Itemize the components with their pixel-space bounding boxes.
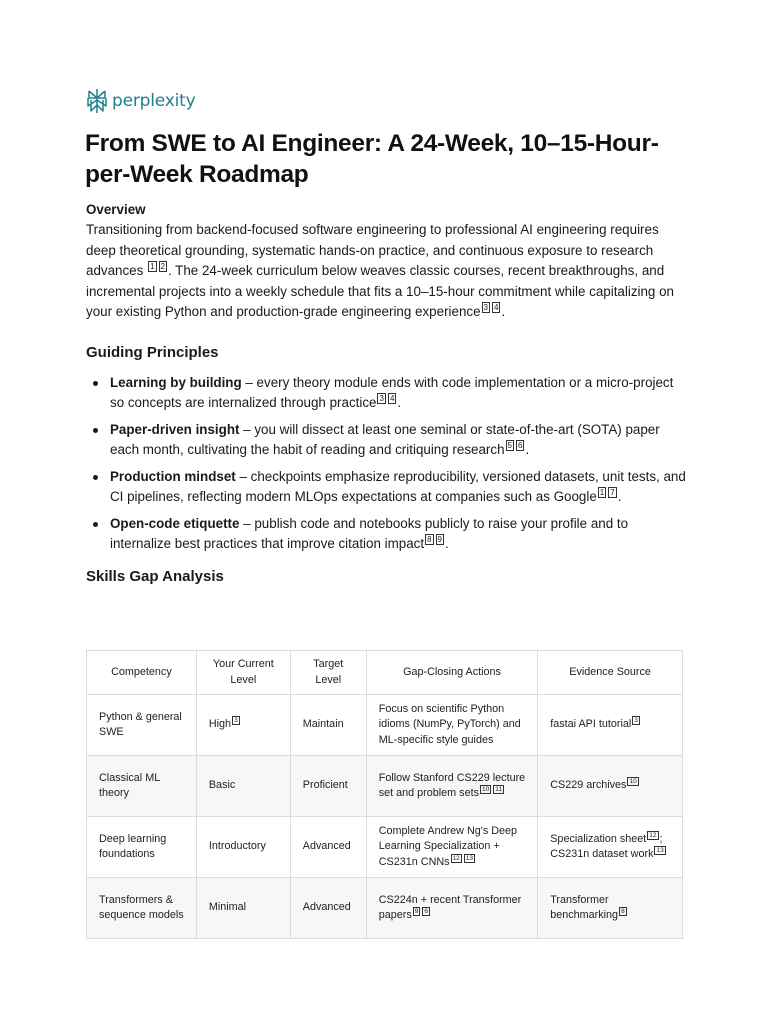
column-header: Your Current Level bbox=[196, 651, 290, 695]
target-level-cell: Advanced bbox=[290, 878, 366, 939]
table-header-row bbox=[87, 651, 683, 695]
page-title: From SWE to AI Engineer: A 24-Week, 10–15-Hour-per-Week Roadmap bbox=[85, 130, 659, 188]
brand-logo bbox=[86, 88, 195, 114]
current-level-cell: Introductory bbox=[196, 817, 290, 878]
target-level-cell: Advanced bbox=[290, 817, 366, 878]
competency-cell: Deep learning foundations bbox=[87, 817, 197, 878]
principle-end: . bbox=[525, 442, 530, 457]
citation-link[interactable]: 2 bbox=[160, 262, 165, 271]
citation-link[interactable]: 8 bbox=[427, 535, 432, 544]
citation-link[interactable]: 9 bbox=[437, 535, 442, 544]
principles-list bbox=[86, 373, 686, 555]
overview-paragraph bbox=[86, 220, 686, 323]
principle-title: Paper-driven insight bbox=[110, 421, 240, 437]
citation-link[interactable]: 3 bbox=[483, 303, 488, 312]
evidence-text: Specialization sheet bbox=[550, 832, 647, 845]
principle-text: – every theory module ends with code implementation or a micro-project so concepts are internalized through practice bbox=[110, 374, 674, 410]
action-cell bbox=[366, 756, 537, 817]
bullet-icon bbox=[93, 428, 98, 433]
current-level-cell: Basic bbox=[196, 756, 290, 817]
current-level-cell bbox=[196, 695, 290, 756]
citation-link[interactable]: 3 bbox=[634, 717, 638, 725]
evidence-text: CS229 archives bbox=[550, 779, 627, 792]
action-cell bbox=[366, 878, 537, 939]
competency-cell: Classical ML theory bbox=[87, 756, 197, 817]
evidence-cell bbox=[538, 878, 683, 939]
citation-link[interactable]: 1 bbox=[599, 488, 605, 497]
column-header: Competency bbox=[87, 651, 197, 695]
table-row bbox=[87, 756, 683, 817]
citation-link[interactable]: 13 bbox=[465, 854, 474, 862]
current-level-cell: Minimal bbox=[196, 878, 290, 939]
citation-link[interactable]: 5 bbox=[507, 441, 512, 450]
principle-end: . bbox=[445, 536, 449, 551]
competency-cell: Transformers & sequence models bbox=[87, 878, 197, 939]
list-item bbox=[86, 514, 686, 555]
citation-link[interactable]: 3 bbox=[379, 394, 384, 403]
citation-link[interactable]: 4 bbox=[389, 394, 395, 403]
document-body bbox=[86, 201, 686, 587]
principle-end: . bbox=[617, 489, 622, 504]
table-row bbox=[87, 695, 683, 756]
evidence-cell bbox=[538, 695, 683, 756]
citation-link[interactable]: 9 bbox=[414, 908, 419, 915]
principle-title: Open-code etiquette bbox=[110, 515, 240, 531]
evidence-text-mid: ; CS231n dataset work bbox=[550, 832, 663, 860]
bullet-icon bbox=[93, 522, 98, 527]
citation-link[interactable]: 13 bbox=[656, 847, 664, 854]
target-level-cell: Proficient bbox=[290, 756, 366, 817]
action-text: Complete Andrew Ng's Deep Learning Specialization + CS231n CNNs bbox=[378, 824, 518, 868]
principle-title: Production mindset bbox=[110, 468, 236, 484]
evidence-text: Transformer benchmarking bbox=[550, 893, 619, 921]
action-cell: Focus on scientific Python idioms (NumPy, PyTorch) and ML-specific style guides bbox=[366, 695, 537, 756]
citation-link[interactable]: 12 bbox=[452, 854, 460, 862]
citation-link[interactable]: 6 bbox=[424, 908, 429, 915]
citation-link[interactable]: 12 bbox=[649, 831, 657, 839]
column-header: Evidence Source bbox=[538, 651, 683, 695]
overview-text-3: . bbox=[501, 304, 506, 319]
competency-cell: Python & general SWE bbox=[87, 695, 197, 756]
principle-title: Learning by building bbox=[110, 374, 242, 390]
evidence-cell bbox=[538, 817, 683, 878]
citation-link[interactable]: 4 bbox=[494, 303, 499, 312]
overview-text-1: Transitioning from backend-focused software engineering to professional AI engineering requires deep theoretical grounding, systematic hands-on practice, and continuous exposure to research advances bbox=[86, 222, 659, 278]
principle-end: . bbox=[397, 395, 402, 410]
principles-heading: Guiding Principles bbox=[86, 343, 219, 361]
evidence-cell bbox=[538, 756, 683, 817]
target-level-cell: Maintain bbox=[290, 695, 366, 756]
citation-link[interactable]: 10 bbox=[481, 786, 490, 793]
current-level: High bbox=[208, 718, 232, 731]
citation-link[interactable]: 11 bbox=[495, 786, 502, 793]
overview-text-2: . The 24-week curriculum below weaves classic courses, recent breakthroughs, and incremental projects into a weekly schedule that fits a 10–15-hour commitment while capitalizing on your existing Python and production-grade engineering experience bbox=[86, 263, 674, 319]
evidence-text: fastai API tutorial bbox=[550, 718, 632, 731]
citation-link[interactable]: 6 bbox=[517, 441, 523, 450]
list-item bbox=[86, 420, 686, 461]
bullet-icon bbox=[93, 475, 98, 480]
brand-name: perplexity bbox=[112, 91, 196, 111]
bullet-icon bbox=[93, 381, 98, 386]
skills-heading: Skills Gap Analysis bbox=[86, 567, 224, 585]
column-header: Target Level bbox=[290, 651, 366, 695]
list-item bbox=[86, 373, 686, 414]
list-item bbox=[86, 467, 686, 508]
perplexity-logo-icon bbox=[86, 88, 108, 114]
action-text: Follow Stanford CS229 lecture set and problem sets bbox=[378, 771, 526, 799]
citation-link[interactable]: 3 bbox=[234, 717, 238, 725]
overview-heading: Overview bbox=[86, 202, 146, 217]
citation-link[interactable]: 7 bbox=[610, 488, 615, 497]
action-cell bbox=[366, 817, 537, 878]
citation-link[interactable]: 8 bbox=[621, 908, 625, 915]
skills-gap-table bbox=[86, 650, 683, 939]
citation-link[interactable]: 1 bbox=[150, 262, 155, 271]
table-row bbox=[87, 878, 683, 939]
principle-text: – checkpoints emphasize reproducibility, versioned datasets, unit tests, and CI pipelines, reflecting modern MLOps expectations at companies such as Google bbox=[110, 468, 686, 504]
column-header: Gap-Closing Actions bbox=[366, 651, 537, 695]
action-text: CS224n + recent Transformer papers bbox=[378, 893, 522, 921]
principle-text: – publish code and notebooks publicly to raise your profile and to internalize best practices that improve citation impact bbox=[110, 515, 629, 551]
citation-link[interactable]: 10 bbox=[629, 778, 637, 786]
principle-text: – you will dissect at least one seminal or state-of-the-art (SOTA) paper each month, cultivating the habit of reading and critiquing research bbox=[110, 421, 660, 457]
table-row bbox=[87, 817, 683, 878]
